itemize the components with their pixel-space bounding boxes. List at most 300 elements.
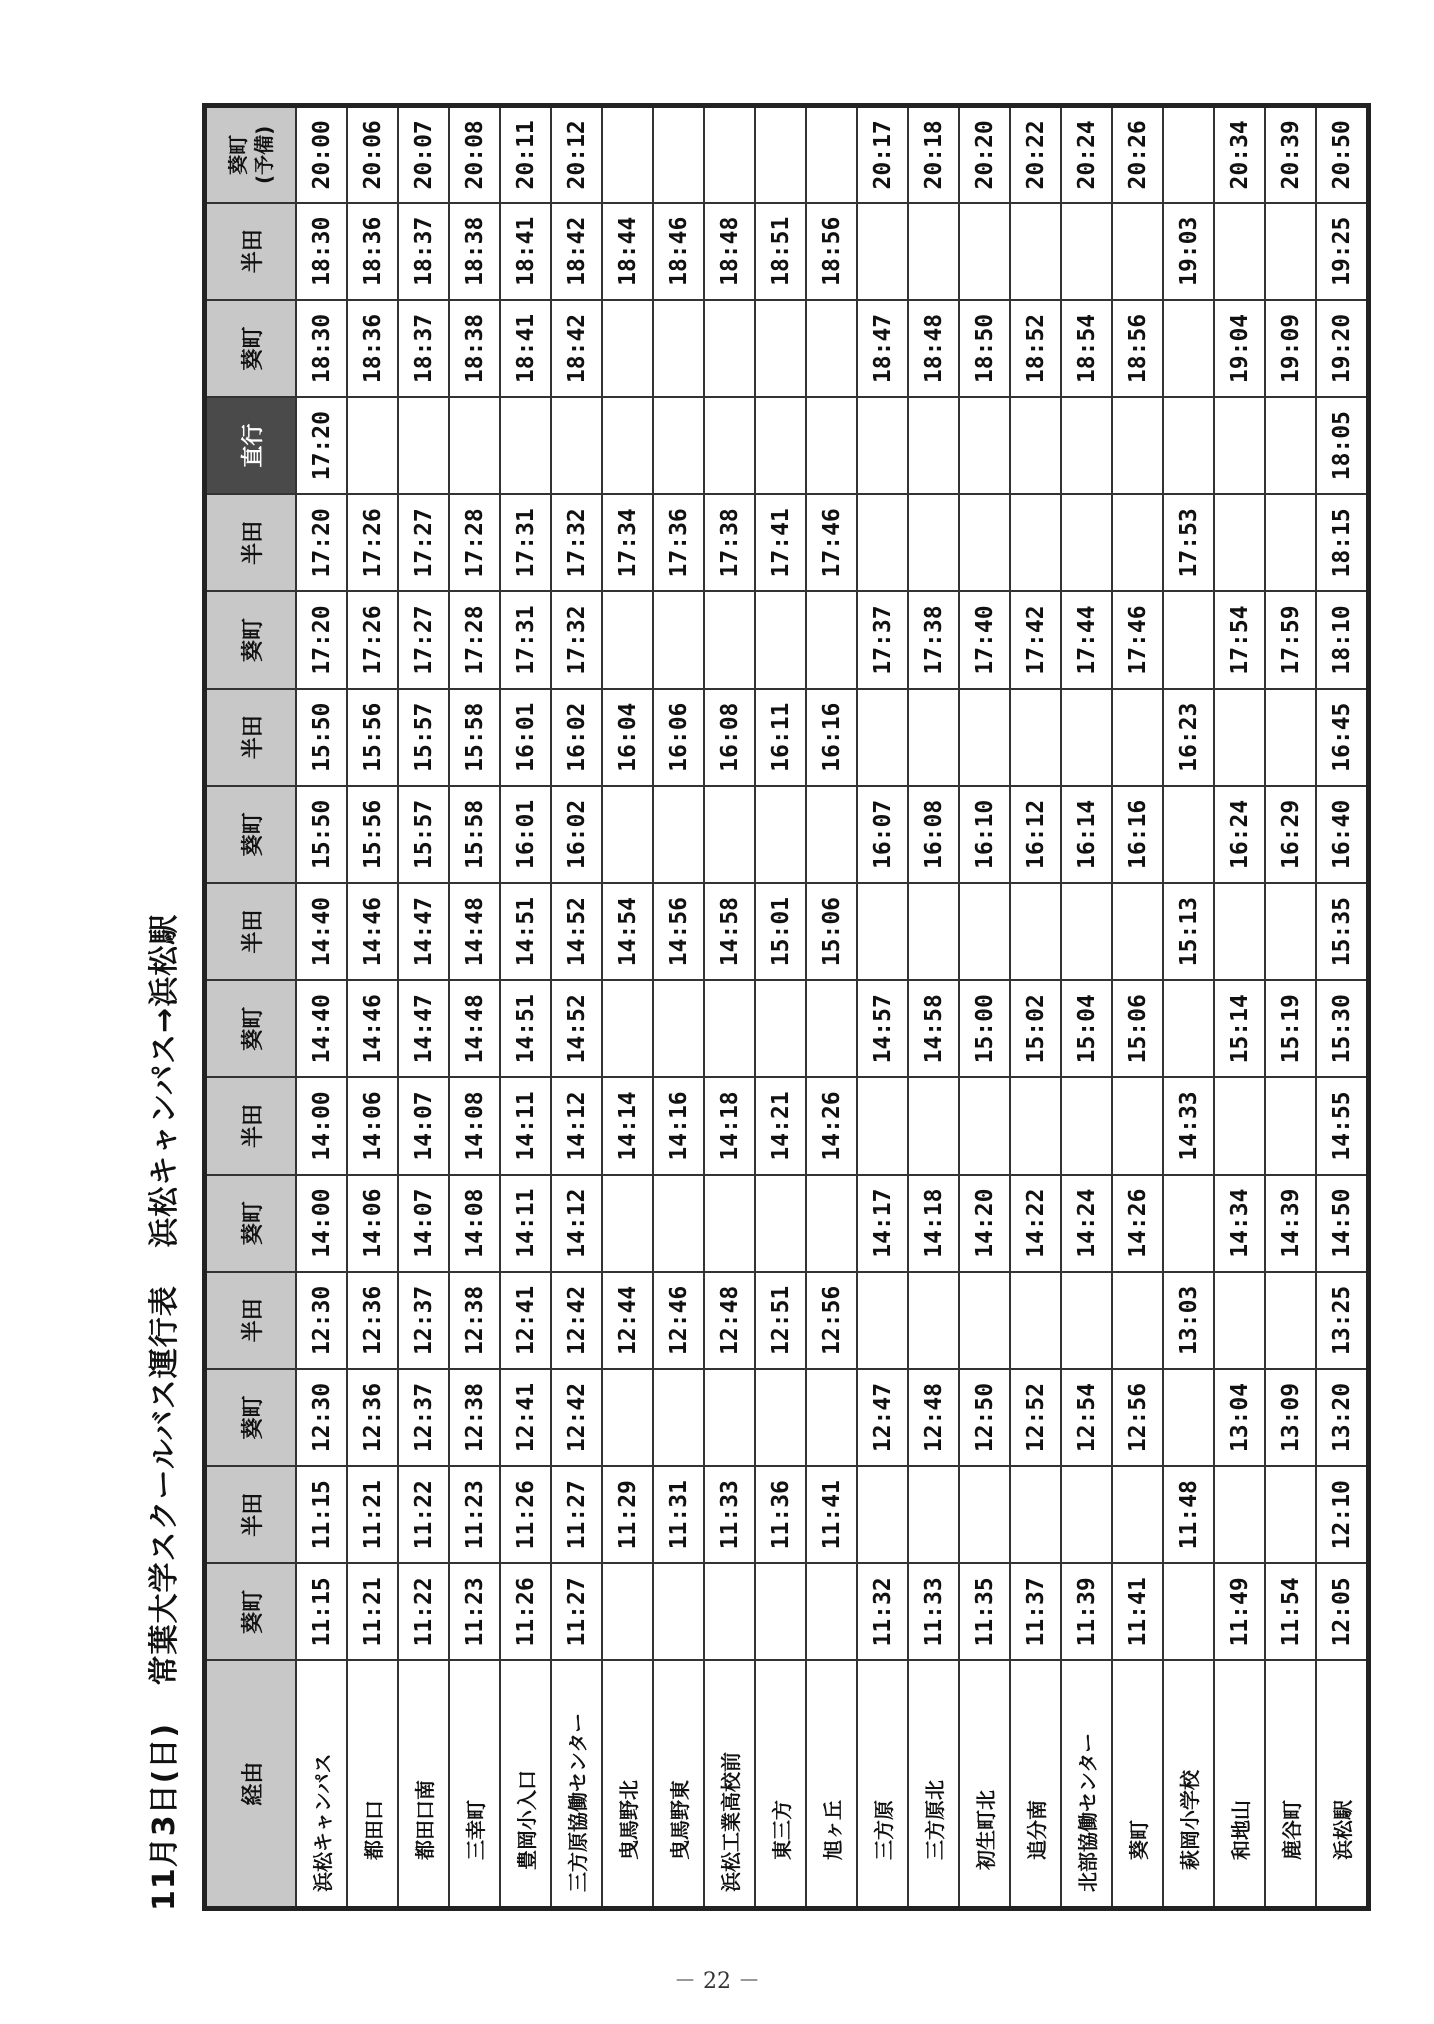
stop-name-cell: 東三方 — [755, 1661, 806, 1909]
time-cell: 11:15 — [296, 1466, 347, 1563]
time-cell: 12:56 — [1112, 1369, 1163, 1466]
table-row — [602, 106, 653, 1909]
time-cell: 11:48 — [1163, 1466, 1214, 1563]
time-cell — [1214, 689, 1265, 786]
time-cell: 17:46 — [806, 494, 857, 591]
time-cell: 14:16 — [653, 1077, 704, 1174]
time-cell: 15:30 — [1316, 980, 1369, 1077]
time-cell — [1061, 883, 1112, 980]
time-cell — [755, 106, 806, 203]
time-cell: 20:50 — [1316, 106, 1369, 203]
time-cell: 14:55 — [1316, 1077, 1369, 1174]
time-cell: 11:23 — [449, 1563, 500, 1660]
time-cell: 20:07 — [398, 106, 449, 203]
time-cell: 16:08 — [704, 689, 755, 786]
time-cell: 20:06 — [347, 106, 398, 203]
time-cell — [653, 786, 704, 883]
time-cell: 14:24 — [1061, 1175, 1112, 1272]
time-cell: 20:24 — [1061, 106, 1112, 203]
time-cell: 19:20 — [1316, 300, 1369, 397]
time-cell: 17:54 — [1214, 591, 1265, 688]
time-cell: 12:54 — [1061, 1369, 1112, 1466]
route-column-header: 葵町 — [205, 300, 297, 397]
time-cell — [602, 591, 653, 688]
time-cell: 11:26 — [500, 1466, 551, 1563]
time-cell — [704, 300, 755, 397]
time-cell: 14:33 — [1163, 1077, 1214, 1174]
table-row — [1316, 106, 1369, 1909]
route-column-header: 葵町 — [205, 1563, 297, 1660]
time-cell: 17:38 — [908, 591, 959, 688]
time-cell: 20:08 — [449, 106, 500, 203]
time-cell: 17:34 — [602, 494, 653, 591]
time-cell — [959, 203, 1010, 300]
time-cell — [1061, 1077, 1112, 1174]
time-cell: 18:56 — [806, 203, 857, 300]
time-cell: 18:38 — [449, 203, 500, 300]
time-cell: 12:56 — [806, 1272, 857, 1369]
time-cell — [857, 203, 908, 300]
stop-name-cell: 三方原協働センター — [551, 1661, 602, 1909]
time-cell: 16:01 — [500, 689, 551, 786]
stop-column-header: 経由 — [205, 1661, 297, 1909]
time-cell: 12:48 — [704, 1272, 755, 1369]
time-cell: 18:15 — [1316, 494, 1369, 591]
time-cell: 12:37 — [398, 1272, 449, 1369]
table-row — [857, 106, 908, 1909]
time-cell: 15:06 — [1112, 980, 1163, 1077]
time-cell — [551, 397, 602, 494]
time-cell — [959, 397, 1010, 494]
time-cell: 11:21 — [347, 1466, 398, 1563]
time-cell — [653, 300, 704, 397]
time-cell — [1265, 203, 1316, 300]
time-cell: 17:32 — [551, 591, 602, 688]
table-row — [704, 106, 755, 1909]
time-cell: 11:29 — [602, 1466, 653, 1563]
time-cell: 18:37 — [398, 300, 449, 397]
time-cell: 15:56 — [347, 786, 398, 883]
time-cell: 18:44 — [602, 203, 653, 300]
route-column-header: 葵町 — [205, 980, 297, 1077]
time-cell — [1214, 1272, 1265, 1369]
time-cell — [806, 980, 857, 1077]
time-cell — [398, 397, 449, 494]
time-cell: 18:41 — [500, 203, 551, 300]
time-cell — [704, 1369, 755, 1466]
time-cell — [1163, 1175, 1214, 1272]
table-row — [1112, 106, 1163, 1909]
time-cell: 15:57 — [398, 786, 449, 883]
time-cell: 11:41 — [1112, 1563, 1163, 1660]
time-cell — [1265, 1077, 1316, 1174]
time-cell — [1112, 397, 1163, 494]
time-cell: 14:06 — [347, 1077, 398, 1174]
time-cell: 14:17 — [857, 1175, 908, 1272]
time-cell: 15:14 — [1214, 980, 1265, 1077]
time-cell: 19:03 — [1163, 203, 1214, 300]
time-cell — [806, 106, 857, 203]
time-cell: 18:30 — [296, 300, 347, 397]
time-cell: 18:48 — [908, 300, 959, 397]
table-row — [806, 106, 857, 1909]
time-cell: 17:53 — [1163, 494, 1214, 591]
time-cell — [857, 494, 908, 591]
route-column-header: 葵町 — [205, 591, 297, 688]
time-cell — [1010, 1077, 1061, 1174]
time-cell: 15:35 — [1316, 883, 1369, 980]
time-cell: 18:51 — [755, 203, 806, 300]
time-cell — [908, 1272, 959, 1369]
time-cell — [1061, 494, 1112, 591]
time-cell: 16:23 — [1163, 689, 1214, 786]
time-cell — [653, 106, 704, 203]
time-cell: 17:44 — [1061, 591, 1112, 688]
time-cell: 14:58 — [704, 883, 755, 980]
time-cell: 18:42 — [551, 203, 602, 300]
time-cell — [653, 591, 704, 688]
time-cell: 14:12 — [551, 1077, 602, 1174]
time-cell — [857, 1466, 908, 1563]
time-cell — [602, 1563, 653, 1660]
time-cell: 12:46 — [653, 1272, 704, 1369]
route-column-header: 半田 — [205, 494, 297, 591]
time-cell — [1112, 1466, 1163, 1563]
time-cell: 13:09 — [1265, 1369, 1316, 1466]
time-cell: 19:09 — [1265, 300, 1316, 397]
header-row — [205, 106, 297, 1909]
time-cell: 15:02 — [1010, 980, 1061, 1077]
time-cell: 18:41 — [500, 300, 551, 397]
route-column-header: 直行 — [205, 397, 297, 494]
time-cell: 18:46 — [653, 203, 704, 300]
time-cell — [908, 1466, 959, 1563]
stop-name-cell: 鹿谷町 — [1265, 1661, 1316, 1909]
time-cell: 11:33 — [704, 1466, 755, 1563]
time-cell: 12:38 — [449, 1272, 500, 1369]
time-cell: 12:30 — [296, 1272, 347, 1369]
time-cell: 14:07 — [398, 1077, 449, 1174]
time-cell: 17:37 — [857, 591, 908, 688]
time-cell: 11:31 — [653, 1466, 704, 1563]
time-cell — [449, 397, 500, 494]
time-cell: 14:39 — [1265, 1175, 1316, 1272]
time-cell: 14:14 — [602, 1077, 653, 1174]
time-cell — [1214, 1077, 1265, 1174]
time-cell: 17:41 — [755, 494, 806, 591]
time-cell: 14:40 — [296, 980, 347, 1077]
time-cell: 20:39 — [1265, 106, 1316, 203]
time-cell: 12:30 — [296, 1369, 347, 1466]
table-row — [755, 106, 806, 1909]
time-cell: 17:42 — [1010, 591, 1061, 688]
time-cell: 15:56 — [347, 689, 398, 786]
time-cell — [1214, 397, 1265, 494]
stop-name-cell: 浜松駅 — [1316, 1661, 1369, 1909]
time-cell: 15:13 — [1163, 883, 1214, 980]
time-cell — [1010, 1272, 1061, 1369]
time-cell: 17:38 — [704, 494, 755, 591]
time-cell: 12:38 — [449, 1369, 500, 1466]
time-cell: 20:26 — [1112, 106, 1163, 203]
table-row — [500, 106, 551, 1909]
stop-name-cell: 初生町北 — [959, 1661, 1010, 1909]
time-cell: 16:40 — [1316, 786, 1369, 883]
time-cell: 17:26 — [347, 494, 398, 591]
time-cell — [704, 397, 755, 494]
time-cell: 14:18 — [908, 1175, 959, 1272]
time-cell: 14:50 — [1316, 1175, 1369, 1272]
time-cell: 16:06 — [653, 689, 704, 786]
time-cell — [857, 689, 908, 786]
time-cell: 17:20 — [296, 397, 347, 494]
title-date: 11月3日(日) — [147, 1722, 182, 1911]
time-cell: 12:44 — [602, 1272, 653, 1369]
time-cell — [1061, 1466, 1112, 1563]
time-cell: 14:08 — [449, 1175, 500, 1272]
time-cell: 14:54 — [602, 883, 653, 980]
time-cell: 17:40 — [959, 591, 1010, 688]
time-cell: 14:00 — [296, 1175, 347, 1272]
time-cell: 14:47 — [398, 883, 449, 980]
time-cell: 15:57 — [398, 689, 449, 786]
time-cell: 14:40 — [296, 883, 347, 980]
time-cell — [959, 1466, 1010, 1563]
time-cell — [1112, 1077, 1163, 1174]
time-cell: 12:05 — [1316, 1563, 1369, 1660]
time-cell: 11:35 — [959, 1563, 1010, 1660]
time-cell: 14:56 — [653, 883, 704, 980]
time-cell: 14:52 — [551, 883, 602, 980]
time-cell — [908, 203, 959, 300]
time-cell: 20:20 — [959, 106, 1010, 203]
time-cell — [1214, 494, 1265, 591]
time-cell: 12:42 — [551, 1369, 602, 1466]
time-cell: 11:32 — [857, 1563, 908, 1660]
time-cell: 12:41 — [500, 1369, 551, 1466]
time-cell — [602, 786, 653, 883]
time-cell: 17:31 — [500, 494, 551, 591]
time-cell: 18:05 — [1316, 397, 1369, 494]
time-cell: 14:00 — [296, 1077, 347, 1174]
time-cell — [1214, 1466, 1265, 1563]
time-cell — [755, 1563, 806, 1660]
time-cell: 14:57 — [857, 980, 908, 1077]
time-cell: 14:06 — [347, 1175, 398, 1272]
time-cell: 13:03 — [1163, 1272, 1214, 1369]
time-cell: 18:37 — [398, 203, 449, 300]
time-cell: 12:51 — [755, 1272, 806, 1369]
time-cell: 17:32 — [551, 494, 602, 591]
table-row — [908, 106, 959, 1909]
time-cell: 19:25 — [1316, 203, 1369, 300]
time-cell — [602, 106, 653, 203]
time-cell — [1163, 300, 1214, 397]
time-cell: 17:28 — [449, 494, 500, 591]
time-cell: 11:36 — [755, 1466, 806, 1563]
time-cell — [1061, 397, 1112, 494]
time-cell: 14:22 — [1010, 1175, 1061, 1272]
time-cell — [908, 1077, 959, 1174]
time-cell — [704, 980, 755, 1077]
time-cell: 16:10 — [959, 786, 1010, 883]
time-cell: 12:36 — [347, 1369, 398, 1466]
title-main: 常葉大学スクールバス運行表 — [147, 1285, 182, 1686]
time-cell: 11:15 — [296, 1563, 347, 1660]
time-cell — [755, 786, 806, 883]
time-cell: 11:21 — [347, 1563, 398, 1660]
time-cell — [959, 883, 1010, 980]
table-row — [959, 106, 1010, 1909]
time-cell: 20:00 — [296, 106, 347, 203]
time-cell: 11:39 — [1061, 1563, 1112, 1660]
stop-name-cell: 曳馬野北 — [602, 1661, 653, 1909]
time-cell: 16:45 — [1316, 689, 1369, 786]
time-cell: 14:46 — [347, 980, 398, 1077]
route-column-header: 半田 — [205, 689, 297, 786]
time-cell — [1112, 689, 1163, 786]
time-cell — [1265, 883, 1316, 980]
time-cell: 16:02 — [551, 786, 602, 883]
time-cell: 13:25 — [1316, 1272, 1369, 1369]
time-cell: 12:10 — [1316, 1466, 1369, 1563]
time-cell: 20:34 — [1214, 106, 1265, 203]
time-cell: 14:51 — [500, 980, 551, 1077]
time-cell: 11:33 — [908, 1563, 959, 1660]
time-cell — [806, 1369, 857, 1466]
time-cell — [959, 689, 1010, 786]
time-cell: 13:20 — [1316, 1369, 1369, 1466]
stop-name-cell: 追分南 — [1010, 1661, 1061, 1909]
time-cell — [1112, 494, 1163, 591]
time-cell — [653, 1175, 704, 1272]
route-column-header: 半田 — [205, 1272, 297, 1369]
time-cell: 14:20 — [959, 1175, 1010, 1272]
time-cell: 15:06 — [806, 883, 857, 980]
stop-name-cell: 萩岡小学校 — [1163, 1661, 1214, 1909]
time-cell — [1010, 203, 1061, 300]
time-cell: 12:36 — [347, 1272, 398, 1369]
route-column-header: 半田 — [205, 1077, 297, 1174]
time-cell — [755, 397, 806, 494]
stop-name-cell: 都田口 — [347, 1661, 398, 1909]
time-cell: 14:51 — [500, 883, 551, 980]
time-cell — [602, 1175, 653, 1272]
stop-name-cell: 曳馬野東 — [653, 1661, 704, 1909]
time-cell — [857, 1077, 908, 1174]
time-cell: 14:11 — [500, 1175, 551, 1272]
time-cell — [806, 591, 857, 688]
stop-name-cell: 豊岡小入口 — [500, 1661, 551, 1909]
time-cell — [704, 106, 755, 203]
time-cell — [1163, 106, 1214, 203]
time-cell — [602, 300, 653, 397]
time-cell: 12:52 — [1010, 1369, 1061, 1466]
column-header-line: (予備) — [252, 125, 276, 184]
time-cell: 18:54 — [1061, 300, 1112, 397]
time-cell — [755, 300, 806, 397]
time-cell — [959, 1272, 1010, 1369]
time-cell: 17:31 — [500, 591, 551, 688]
time-cell: 18:36 — [347, 203, 398, 300]
time-cell — [602, 1369, 653, 1466]
time-cell: 16:24 — [1214, 786, 1265, 883]
time-cell — [959, 494, 1010, 591]
time-cell: 18:52 — [1010, 300, 1061, 397]
route-column-header: 半田 — [205, 883, 297, 980]
time-cell: 18:42 — [551, 300, 602, 397]
time-cell — [755, 1175, 806, 1272]
table-row — [296, 106, 347, 1909]
time-cell — [1265, 397, 1316, 494]
stop-name-cell: 葵町 — [1112, 1661, 1163, 1909]
time-cell: 18:50 — [959, 300, 1010, 397]
table-row — [653, 106, 704, 1909]
time-cell: 15:58 — [449, 786, 500, 883]
time-cell: 20:17 — [857, 106, 908, 203]
time-cell — [1265, 1272, 1316, 1369]
time-cell: 15:04 — [1061, 980, 1112, 1077]
time-cell: 12:50 — [959, 1369, 1010, 1466]
route-column-header: 葵町 — [205, 1175, 297, 1272]
stop-name-cell: 都田口南 — [398, 1661, 449, 1909]
time-cell: 18:36 — [347, 300, 398, 397]
route-column-header: 半田 — [205, 1466, 297, 1563]
time-cell: 20:12 — [551, 106, 602, 203]
time-cell — [602, 980, 653, 1077]
time-cell: 17:20 — [296, 591, 347, 688]
time-cell: 17:20 — [296, 494, 347, 591]
time-cell: 16:04 — [602, 689, 653, 786]
time-cell — [755, 1369, 806, 1466]
time-cell: 19:04 — [1214, 300, 1265, 397]
time-cell: 14:11 — [500, 1077, 551, 1174]
time-cell — [602, 397, 653, 494]
time-cell — [704, 1175, 755, 1272]
time-cell: 12:48 — [908, 1369, 959, 1466]
time-cell: 17:27 — [398, 494, 449, 591]
time-cell — [806, 300, 857, 397]
time-cell — [1163, 786, 1214, 883]
time-cell: 14:48 — [449, 980, 500, 1077]
time-cell — [1163, 397, 1214, 494]
stop-name-cell: 浜松工業高校前 — [704, 1661, 755, 1909]
time-cell: 18:10 — [1316, 591, 1369, 688]
time-cell: 14:26 — [806, 1077, 857, 1174]
time-cell — [653, 980, 704, 1077]
time-cell: 14:18 — [704, 1077, 755, 1174]
time-cell — [755, 980, 806, 1077]
time-cell: 18:48 — [704, 203, 755, 300]
route-column-header: 葵町 — [205, 1369, 297, 1466]
time-cell — [806, 786, 857, 883]
time-cell: 11:27 — [551, 1563, 602, 1660]
time-cell — [806, 1175, 857, 1272]
time-cell: 18:47 — [857, 300, 908, 397]
stop-name-cell: 三幸町 — [449, 1661, 500, 1909]
time-cell — [653, 1369, 704, 1466]
time-cell — [857, 1272, 908, 1369]
time-cell — [704, 591, 755, 688]
time-cell — [1163, 1369, 1214, 1466]
time-cell: 11:49 — [1214, 1563, 1265, 1660]
route-column-header — [205, 106, 297, 203]
time-cell — [1163, 591, 1214, 688]
time-cell — [1112, 883, 1163, 980]
time-cell — [1010, 1466, 1061, 1563]
table-row — [1061, 106, 1112, 1909]
time-cell: 16:08 — [908, 786, 959, 883]
